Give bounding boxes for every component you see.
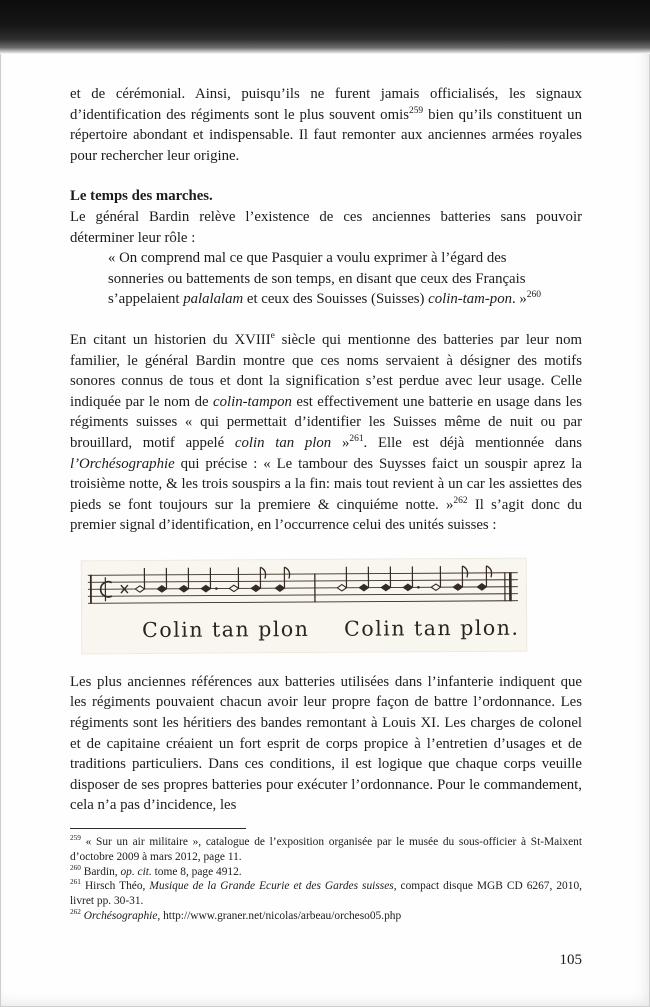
paragraph-citation: En citant un historien du XVIIIe siècle qui mentionne des batteries par leur nom familier, le général Bardin montre que ces noms servaient à désigner des motifs sonores connus de tous et dont la signification s’est perdue avec leur usage. Celle indiquée par le nom de colin-tampon est effectivement une batterie en usage dans les régiments suisses « qui permettait d’identifier les Suisses même de nuit ou par brouillard, motif appelé colin tan plon »$^{261}$. Elle est déjà mentionnée dans l’Orchésographie qui précise : « Le tambour des Suysses faict un souspir aprez la troisième notte, & les trois souspirs a la fin: mais tout revient à un car les assiettes des pieds se font toujours sur la premiere & cinquiéme notte. »$^{262}$ Il s’agit donc du premier signal d’identification, en l’occurrence celui des unités suisses : xyxy=(70,331,582,534)
footnote-259: $^{259}$ « Sur un air militaire », catalogue de l’exposition organisée par le musée du sous-officier à St-Maixent d’octobre 2009 à mars 2012, page 11. xyxy=(70,834,582,863)
scan-dark-edge-top xyxy=(0,0,650,54)
footnote-261: $^{261}$ Hirsch Théo, Musique de la Grande Ecurie et des Gardes suisses, compact disque MGB CD 6267, 2010, livret pp. 30-31. xyxy=(70,878,582,908)
footnote-262: $^{262}$ Orchésographie, http://www.graner.net/nicolas/arbeau/orcheso05.php xyxy=(70,908,402,923)
music-engraving-svg xyxy=(82,559,527,654)
footnotes-section xyxy=(70,828,582,924)
text-column xyxy=(70,84,582,924)
lyric-colin-tan-plon-1: Colin tan plon xyxy=(142,616,310,642)
section-heading: Le temps des marches. xyxy=(70,188,213,205)
footnote-260: $^{260}$ Bardin, op. cit. tome 8, page 4912. xyxy=(70,863,242,878)
footnote-separator-rule xyxy=(70,828,246,829)
music-figure xyxy=(82,560,526,652)
paragraph-bardin: Le général Bardin relève l’existence de ces anciennes batteries sans pouvoir déterminer leur rôle : xyxy=(70,208,582,246)
paragraph-references: Les plus anciennes références aux batteries utilisées dans l’infanterie indiquent que les régiments pouvaient chacun avoir leur propre façon de battre l’ordonnance. Les régiments sont les héritiers des bandes remontant à Louis XI. Les charges de colonel et de capitaine créaient un fort esprit de corps propice à l’entretien d’usages et de traditions particuliers. Dans ces conditions, il est logique que chaque corps veuille disposer de ses propres batteries pour exécuter l’ordonnance. Pour le commandement, cela n’a pas d’incidence, les xyxy=(70,673,582,814)
paragraph-ceremonial: et de cérémonial. Ainsi, puisqu’ils ne furent jamais officialisés, les signaux d’identification des régiments sont le plus souvent omis$^{259}$ bien qu’ils constituent un répertoire abondant et indispensable. Il faut remonter aux anciennes armées royales pour rechercher leur origine. xyxy=(70,86,582,164)
page-number: 105 xyxy=(559,952,582,968)
lyric-colin-tan-plon-2: Colin tan plon. xyxy=(344,615,520,641)
block-quote: « On comprend mal ce que Pasquier a voulu exprimer à l’égard des sonneries ou battements de son temps, en disant que ceux des Français s’appelaient palalalam et ceux des Souisses (Suisses) colin-tam-pon. »$^{260}$ xyxy=(108,250,541,308)
